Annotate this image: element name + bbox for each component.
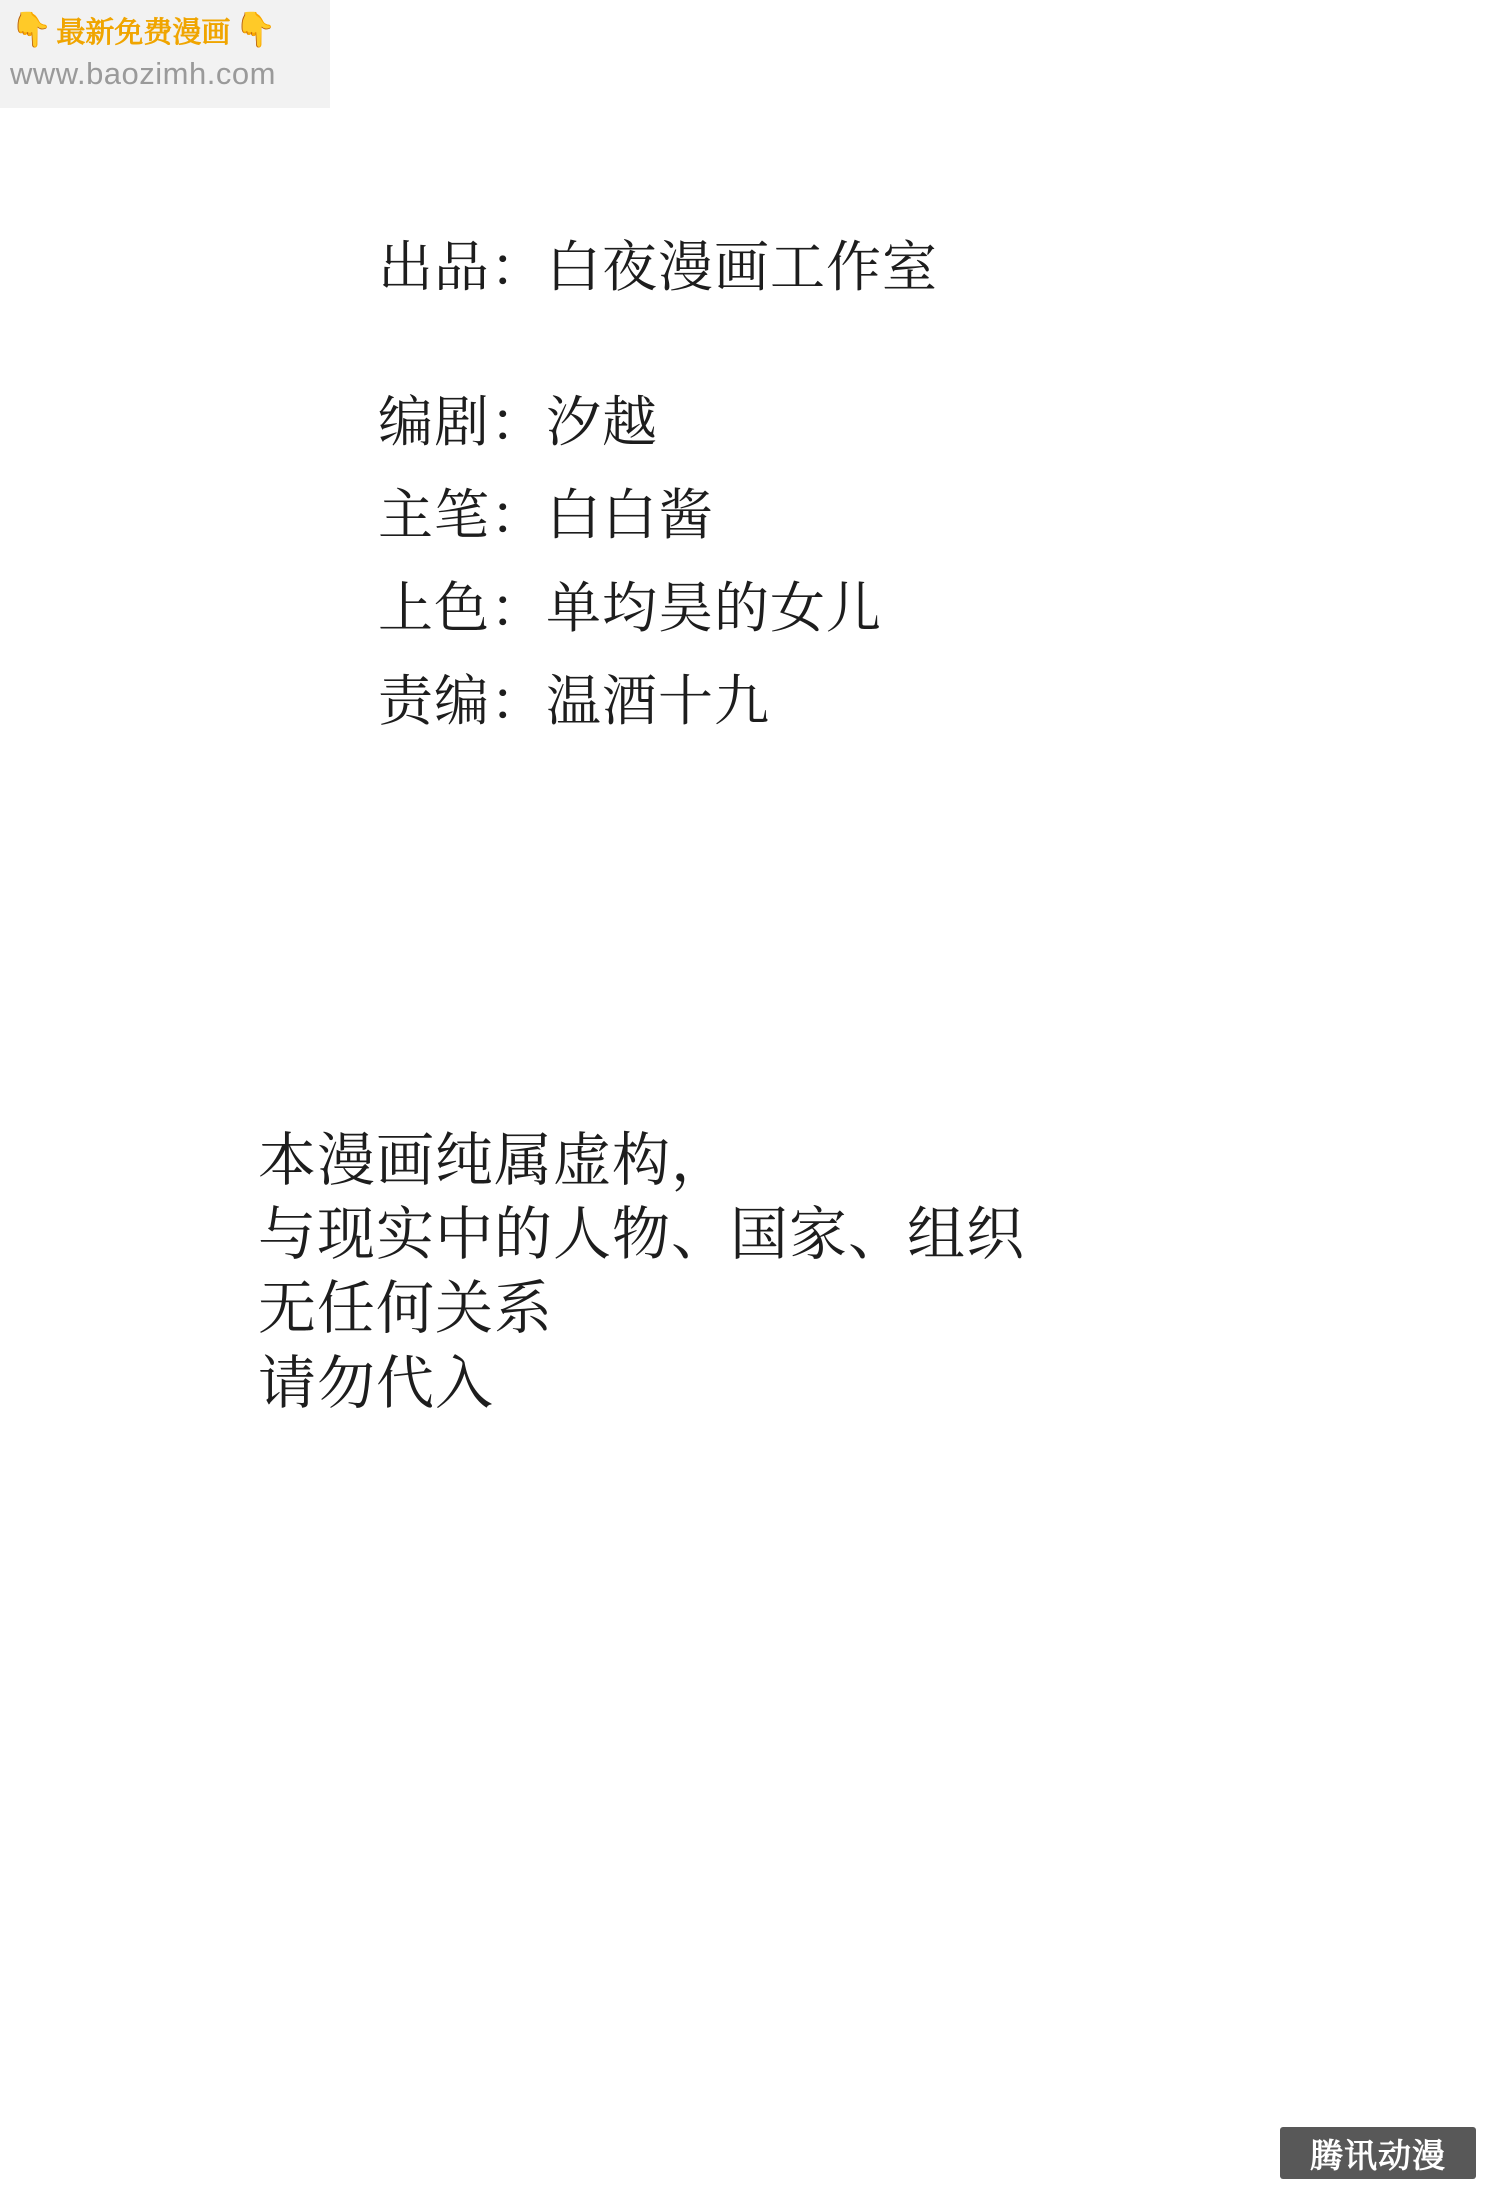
watermark-promo-row: [10, 6, 320, 54]
credit-artist: 主笔：白白酱: [378, 484, 715, 546]
disclaimer-line-4: 请勿代入: [258, 1350, 495, 1416]
watermark-url: www.baozimh.com: [10, 56, 276, 91]
pointing-hand-icon-right: 👇: [234, 11, 277, 49]
credit-colorist: 上色：单均昊的女儿: [378, 577, 883, 639]
site-watermark: [0, 0, 330, 108]
disclaimer-line-1: 本漫画纯属虚构，: [258, 1128, 731, 1193]
disclaimer-line-2: 与现实中的人物、国家、组织: [258, 1202, 1026, 1268]
watermark-promo-text: 最新免费漫画: [56, 16, 231, 49]
credits-block: [378, 236, 939, 732]
pointing-hand-icon: 👇: [10, 11, 53, 49]
disclaimer-line-3: 无任何关系: [258, 1276, 554, 1342]
publisher-logo-label: 腾讯动漫: [1310, 2136, 1446, 2174]
publisher-logo: [1280, 2127, 1476, 2179]
credit-studio: 出品：白夜漫画工作室: [378, 236, 939, 298]
credit-writer: 编剧：汐越: [378, 391, 659, 453]
credit-editor: 责编：温酒十九: [378, 670, 771, 732]
disclaimer-block: [258, 1124, 1025, 1421]
